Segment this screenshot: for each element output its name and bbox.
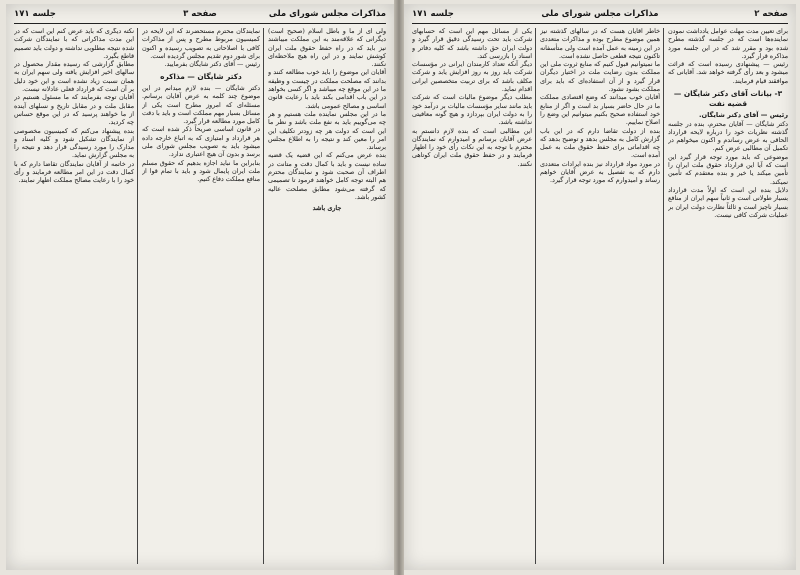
paragraph: آقایان توجه بفرمایند که ما مسئول هستیم در مقابل ملت و در مقابل تاریخ و نسلهای آینده از ما خواهند پرسید که در این موقع حساس چه کردید. [14,94,134,127]
paragraph: دلایل بنده این است که اولاً مدت قرارداد بسیار طولانی است و ثانیاً سهم ایران از منافع بسیار ناچیز است و ثالثاً نظارت دولت ایران بر عملیات شرکت کافی نیست. [668,186,788,219]
paragraph: بنده پیشنهاد می‌کنم که کمیسیون مخصوصی از نمایندگان تشکیل شود و کلیه اسناد و مدارک را مورد رسیدگی قرار دهد و نتیجه را به مجلس گزارش نماید. [14,127,134,160]
paragraph: رئیس — آقای دکتر شایگان بفرمایید. [164,61,260,69]
left-page [6,4,394,570]
paragraph: مطابق گزارشی که رسیده مقدار محصول در سالهای اخیر افزایش یافته ولی سهم ایران به همان نسبت زیاد نشده است و این خود دلیل بر آن است که قرارداد فعلی عادلانه نیست. [14,61,134,94]
left-column-2 [142,28,260,564]
left-header-session: جلسه ۱۷۱ [14,9,56,19]
left-header-title: مذاکرات مجلس شورای ملی [268,9,386,19]
paragraph: مطلب دیگر موضوع مالیات است که شرکت باید مانند سایر مؤسسات مالیات بر درآمد خود را به دولت ایران بپردازد و هیچ گونه معافیتی نداشته باشد. [412,94,532,127]
paragraph: ما در این مجلس نماینده ملت هستیم و هر چه می‌گوییم باید به نفع ملت باشد و نظر ما این است که دولت هر چه زودتر تکلیف این امر را معین کند و نتیجه را به اطلاع مجلس برساند. [268,110,386,152]
paragraph: دکتر شایگان — بنده لازم میدانم در این موضوع چند کلمه به عرض آقایان برسانم. مسئله‌ای که امروز مطرح است یکی از مسائل بسیار مهم مملکت است و باید با دقت کامل مورد مطالعه قرار گیرد. [142,84,260,126]
column-divider [137,28,138,564]
right-column-3 [412,28,532,564]
left-column-3 [14,28,134,564]
left-column-1 [268,28,386,564]
paragraph: خاطر آقایان هست که در سالهای گذشته نیز همین موضوع مطرح بوده و مذاکرات متعددی در این زمینه به عمل آمده است ولی متأسفانه تاکنون نتیجه قطعی حاصل نشده است. [540,28,660,60]
paragraph: بنابراین ما نباید اجازه بدهیم که حقوق مسلم ملت ایران پایمال شود و باید با تمام قوا از منافع مملکت دفاع کنیم. [142,159,260,184]
paragraph: موضوعی که باید مورد توجه قرار گیرد این است که آیا این قرارداد حقوق ملت ایران را تأمین میکند یا خیر و بنده معتقدم که تأمین نمیکند. [668,153,788,186]
right-column-2 [540,28,660,564]
right-header-session: جلسه ۱۷۱ [412,9,454,19]
paragraph: رئیس — پیشنهادی رسیده است که قرائت میشود و بعد رأی گرفته خواهد شد. آقایانی که موافقند قیام فرمایند. [668,61,788,85]
right-column-1 [668,28,788,564]
paragraph: دیگر آنکه تعداد کارمندان ایرانی در مؤسسات شرکت باید روز به روز افزایش یابد و شرکت مکلف باشد که برای تربیت متخصصین ایرانی اقدام نماید. [412,61,532,94]
paragraph: بنده از دولت تقاضا دارم که در این باب گزارش کامل به مجلس بدهد و توضیح بدهد که چه اقداماتی برای حفظ حقوق ملت به عمل آمده است. [540,127,660,160]
column-divider [663,28,664,564]
paragraph: ما نمیتوانیم قبول کنیم که منابع ثروت ملی این مملکت بدون رضایت ملت در اختیار دیگران قرار گیرد و از آن استفاده‌ای که باید برای مملکت بشود نشود. [540,61,660,94]
paragraph: ولی ای از ما و باطل اسلام (صحیح است) دیگرانی که علاقه‌مند به این مملکت میباشند نیز باید که در راه حفظ حقوق ملت ایران کوشش نمایند و در این راه هیچ ملاحظه‌ای نکنند. [268,28,386,69]
section-headline: دکتر شایگان — مذاکره [160,72,242,82]
paragraph: نکته دیگری که باید عرض کنم این است که در این مدت مذاکراتی که با نمایندگان شرکت شده نتیجه مطلوبی نداشته و دولت باید تصمیم قاطع بگیرد. [14,28,134,60]
left-page-header [14,9,386,23]
left-header-page-number: صفحه ۳ [183,9,217,19]
column-divider [263,28,264,564]
paragraph: این مطالبی است که بنده لازم دانستم به عرض آقایان برسانم و امیدوارم که نمایندگان محترم با توجه به این نکات رأی خود را اظهار فرمایند و در حفظ حقوق ملت ایران کوتاهی نکنند. [412,127,532,168]
speaker-line: رئیس — آقای دکتر شایگان. [698,111,788,120]
right-page-header [412,9,788,23]
right-page [404,4,796,570]
left-columns [14,28,386,564]
paragraph: در خاتمه از آقایان نمایندگان تقاضا دارم که با کمال دقت در این امر مطالعه فرمایند و رأی خود را با رعایت مصالح مملکت اظهار نمایند. [14,160,134,185]
column-divider [535,28,536,564]
left-header-rule [14,23,386,24]
paragraph: آقایان این موضوع را باید خوب مطالعه کنند و بدانند که مصلحت مملکت در چیست و وظیفه ما در این موقع چه میباشد و اگر کسی بخواهد در این باب اقدامی بکند باید با رعایت قانون اساسی و مصالح عمومی باشد. [268,69,386,110]
paragraph: در مورد مواد قرارداد نیز بنده ایرادات متعددی دارم که به تفصیل به عرض آقایان خواهم رساند و امیدوارم که مورد توجه قرار گیرد. [540,160,660,185]
right-header-rule [412,23,788,24]
paragraph: برای تعیین مدت مهلت عوامل یادداشت نمودن نماینده‌ها است که در جلسه گذشته مطرح شده بود و مقرر شد که در این جلسه مورد مذاکره قرار گیرد. [668,28,788,60]
paragraph: آقایان خوب میدانند که وضع اقتصادی مملکت ما در حال حاضر بسیار بد است و اگر از منابع خود استفاده صحیح بکنیم میتوانیم این وضع را اصلاح نماییم. [540,94,660,127]
book-gutter [394,0,404,575]
paragraph: نمایندگان محترم مستحضرند که این لایحه در کمیسیون مربوط مطرح و پس از مذاکرات کافی با اصلاحاتی به تصویب رسیده و اکنون برای شور دوم تقدیم مجلس گردیده است. [142,28,260,60]
right-columns [412,28,788,564]
right-header-page-number: صفحه ۲ [754,9,788,19]
paragraph: بنده عرض می‌کنم که این قضیه یک قضیه ساده نیست و باید با کمال دقت و متانت در اطراف آن صحبت شود و نمایندگان محترم هم البته توجه کامل خواهند فرمود تا تصمیمی که گرفته می‌شود مطابق مصلحت عالیه کشور باشد. [268,152,386,201]
end-mark: جاری باشد [312,204,342,213]
paragraph: در قانون اساسی صریحاً ذکر شده است که هر قرارداد و امتیازی که به اتباع خارجه داده میشود باید به تصویب مجلس شورای ملی برسد و بدون آن هیچ اعتباری ندارد. [142,126,260,159]
paragraph: دکتر شایگان — آقایان محترم، بنده در جلسه گذشته نظریات خود را درباره لایحه قرارداد الحاقی به عرض رساندم و اکنون میخواهم در تکمیل آن مطالبی عرض کنم. [668,120,788,153]
right-header-title: مذاکرات مجلس شورای ملی [541,9,659,19]
section-headline: ۳- بیانات آقای دکتر شایگان — قضیه نفت [673,89,783,108]
paragraph: یکی از مسائل مهم این است که حسابهای شرکت باید تحت رسیدگی دقیق قرار گیرد و دولت ایران حق داشته باشد که کلیه دفاتر و اسناد را بازرسی کند. [412,28,532,60]
